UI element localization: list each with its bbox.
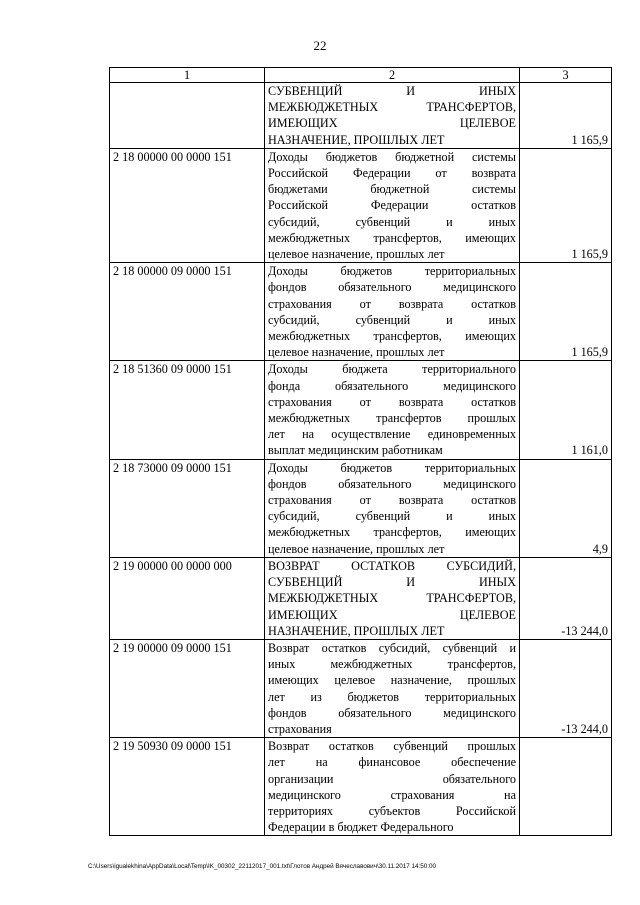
row-name-line: выплат медицинским работникам <box>268 443 443 458</box>
row-name <box>265 738 520 836</box>
row-name <box>265 557 520 639</box>
row-name-line: Федерации в бюджет Федерального <box>268 820 454 835</box>
row-code: 2 18 00000 09 0000 151 <box>110 263 265 361</box>
row-name-line: МЕЖБЮДЖЕТНЫХ ТРАНСФЕРТОВ, <box>268 100 516 115</box>
row-name-line: целевое назначение, прошлых лет <box>268 247 445 262</box>
row-code <box>110 83 265 149</box>
row-name <box>265 361 520 459</box>
column-header: 3 <box>520 68 612 83</box>
page-number: 22 <box>313 38 327 53</box>
row-name-line: субсидий, субвенций и иных <box>268 312 516 327</box>
row-name-line: фонда обязательного медицинского <box>268 378 516 393</box>
row-name <box>265 83 520 149</box>
row-code: 2 19 00000 09 0000 151 <box>110 639 265 737</box>
row-name-line: фондов обязательного медицинского <box>268 476 516 491</box>
row-amount: -13 244,0 <box>520 557 612 639</box>
row-name-line: Российской Федерации от возврата <box>268 166 516 181</box>
row-name-line: лет на финансовое обеспечение <box>268 755 516 770</box>
row-name-line: межбюджетных трансфертов, имеющих <box>268 525 516 540</box>
row-name-line: Доходы бюджетов территориальных <box>268 460 516 475</box>
row-name-line: Доходы бюджетов бюджетной системы <box>268 149 516 164</box>
row-name-line: Доходы бюджета территориального <box>268 362 516 377</box>
row-amount: -13 244,0 <box>520 639 612 737</box>
table-row <box>110 459 612 557</box>
row-name-line: межбюджетных трансфертов, имеющих <box>268 329 516 344</box>
row-amount: 4,9 <box>520 459 612 557</box>
row-name-line: иных межбюджетных трансфертов, <box>268 657 516 672</box>
column-header: 2 <box>265 68 520 83</box>
row-code: 2 18 73000 09 0000 151 <box>110 459 265 557</box>
row-name-line: Возврат остатков субвенций прошлых <box>268 739 516 754</box>
row-code: 2 19 00000 00 0000 000 <box>110 557 265 639</box>
row-name-line: НАЗНАЧЕНИЕ, ПРОШЛЫХ ЛЕТ <box>268 623 445 638</box>
row-name-line: ВОЗВРАТ ОСТАТКОВ СУБСИДИЙ, <box>268 558 516 573</box>
column-header: 1 <box>110 68 265 83</box>
table-row <box>110 557 612 639</box>
row-name-line: Возврат остатков субсидий, субвенций и <box>268 640 516 655</box>
table-row <box>110 263 612 361</box>
row-amount: 1 165,9 <box>520 263 612 361</box>
row-name-line: МЕЖБЮДЖЕТНЫХ ТРАНСФЕРТОВ, <box>268 591 516 606</box>
row-name-line: организации обязательного <box>268 771 516 786</box>
row-name-line: ИМЕЮЩИХ ЦЕЛЕВОЕ <box>268 116 516 131</box>
row-name-line: Российской Федерации остатков <box>268 198 516 213</box>
row-name-line: имеющих целевое назначение, прошлых <box>268 673 516 688</box>
row-name-line: межбюджетных трансфертов, имеющих <box>268 230 516 245</box>
row-name-line: субсидий, субвенций и иных <box>268 214 516 229</box>
row-amount: 1 165,9 <box>520 83 612 149</box>
row-name-line: субсидий, субвенций и иных <box>268 509 516 524</box>
row-name-line: целевое назначение, прошлых лет <box>268 345 445 360</box>
row-name-line: бюджетами бюджетной системы <box>268 182 516 197</box>
row-name-line: страхования от возврата остатков <box>268 394 516 409</box>
row-name-line: фондов обязательного медицинского <box>268 280 516 295</box>
row-name <box>265 148 520 262</box>
table-row <box>110 639 612 737</box>
row-amount: 1 161,0 <box>520 361 612 459</box>
table-row <box>110 361 612 459</box>
row-name-line: СУБВЕНЦИЙ И ИНЫХ <box>268 84 516 98</box>
table-row <box>110 148 612 262</box>
header-row <box>110 68 612 83</box>
row-name-line: медицинского страхования на <box>268 787 516 802</box>
row-name-line: лет из бюджетов территориальных <box>268 689 516 704</box>
row-amount: 1 165,9 <box>520 148 612 262</box>
row-name-line: страхования от возврата остатков <box>268 296 516 311</box>
row-code: 2 19 50930 09 0000 151 <box>110 738 265 836</box>
row-name-line: страхования от возврата остатков <box>268 493 516 508</box>
table-row <box>110 738 612 836</box>
row-code: 2 18 51360 09 0000 151 <box>110 361 265 459</box>
budget-table <box>109 67 612 836</box>
footer-file-path: C:\Users\igualekhina\AppData\Local\Temp\IK_00302_22112017_001.txt\Глотов Андрей Вячеславович\30.11.2017 14:50:00 <box>88 863 437 870</box>
row-name-line: фондов обязательного медицинского <box>268 705 516 720</box>
row-name-line: Доходы бюджетов территориальных <box>268 264 516 279</box>
row-name <box>265 639 520 737</box>
row-name <box>265 263 520 361</box>
row-amount <box>520 738 612 836</box>
row-name-line: территориях субъектов Российской <box>268 803 516 818</box>
row-name <box>265 459 520 557</box>
row-name-line: целевое назначение, прошлых лет <box>268 541 445 556</box>
row-name-line: межбюджетных трансфертов прошлых <box>268 411 516 426</box>
table-row <box>110 83 612 149</box>
row-name-line: НАЗНАЧЕНИЕ, ПРОШЛЫХ ЛЕТ <box>268 132 445 147</box>
row-code: 2 18 00000 00 0000 151 <box>110 148 265 262</box>
row-name-line: страхования <box>268 721 332 736</box>
row-name-line: ИМЕЮЩИХ ЦЕЛЕВОЕ <box>268 607 516 622</box>
row-name-line: СУБВЕНЦИЙ И ИНЫХ <box>268 575 516 590</box>
row-name-line: лет на осуществление единовременных <box>268 427 516 442</box>
